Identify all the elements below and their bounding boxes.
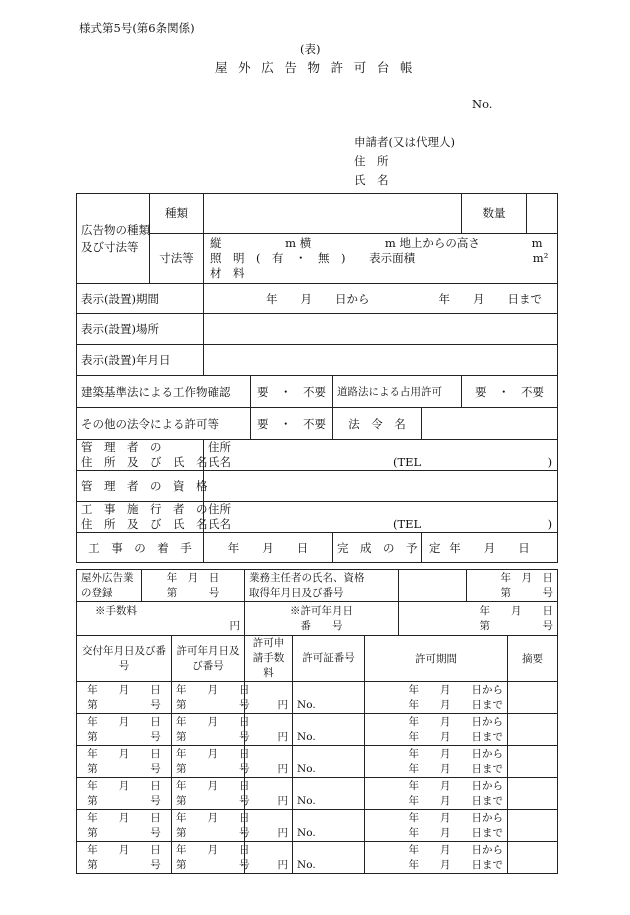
history-issue-cell[interactable]: 年 月 日 第 号 [77, 714, 172, 746]
history-permit-cell[interactable]: 年 月 日 第 号 [172, 810, 245, 842]
chief-date-number[interactable]: 年 月 日 第 号 [467, 570, 558, 602]
contractor-name-label: 氏名 [208, 517, 231, 531]
history-remarks-cell[interactable] [508, 778, 558, 810]
history-row [77, 810, 558, 842]
vertical-label: 縦 [210, 236, 222, 250]
date-field[interactable] [204, 345, 558, 376]
manager-qualification-field[interactable] [204, 471, 558, 502]
other-law-options[interactable]: 要 ・ 不要 [251, 408, 333, 440]
history-permit-cell[interactable]: 年 月 日 第 号 [172, 746, 245, 778]
construction-start-label: 工 事 の 着 手 [77, 533, 204, 563]
period-label: 表示(設置)期間 [77, 284, 204, 314]
completion-label: 完 成 の 予 定 [333, 533, 422, 563]
registration-field[interactable]: 年 月 日 第 号 [142, 570, 245, 602]
ad-type-label: 種類 [150, 194, 204, 234]
ad-type-size-label: 広告物の種類及び寸法等 [77, 194, 150, 284]
ad-dimension-label: 寸法等 [150, 234, 204, 284]
building-check-label: 建築基準法による工作物確認 [77, 376, 251, 408]
history-period-cell[interactable]: 年 月 日から 年 月 日まで [365, 842, 508, 874]
history-issue-cell[interactable]: 年 月 日 第 号 [77, 682, 172, 714]
history-period-cell[interactable]: 年 月 日から 年 月 日まで [365, 778, 508, 810]
history-fee-cell[interactable]: 円 [245, 746, 293, 778]
history-remarks-cell[interactable] [508, 842, 558, 874]
manager-qualification-label: 管 理 者 の 資 格 [77, 471, 204, 502]
ad-dimension-field[interactable] [204, 234, 558, 284]
construction-start-field[interactable]: 年 月 日 [204, 533, 333, 563]
history-row [77, 842, 558, 874]
ad-count-label: 数量 [462, 194, 527, 234]
ad-count-field[interactable] [527, 194, 558, 234]
page-title: 屋外広告物許可台帳 [215, 60, 424, 75]
ad-type-field[interactable] [204, 194, 462, 234]
manager-address-name-label: 管 理 者 の 住 所 及 び 氏 名 [77, 440, 204, 471]
history-cert-cell[interactable]: No. [293, 778, 365, 810]
building-check-options[interactable]: 要 ・ 不要 [251, 376, 333, 408]
contractor-addr-label: 住所 [208, 502, 231, 516]
contractor-address-name-field[interactable] [204, 502, 558, 533]
applicant-address-label: 住 所 [354, 154, 389, 168]
history-cert-cell[interactable]: No. [293, 682, 365, 714]
history-issue-cell[interactable]: 年 月 日 第 号 [77, 746, 172, 778]
chief-field[interactable] [399, 570, 467, 602]
history-header-issue: 交付年月日及び番号 [77, 636, 172, 682]
unit-m-3: m [531, 236, 543, 250]
place-field[interactable] [204, 314, 558, 345]
history-permit-cell[interactable]: 年 月 日 第 号 [172, 714, 245, 746]
lower-table [76, 569, 558, 874]
applicant-name-label: 氏 名 [354, 173, 389, 187]
display-area-label: 表示面積 [369, 251, 416, 265]
date-label: 表示(設置)年月日 [77, 345, 204, 376]
history-issue-cell[interactable]: 年 月 日 第 号 [77, 842, 172, 874]
history-period-cell[interactable]: 年 月 日から 年 月 日まで [365, 714, 508, 746]
no-label: No. [472, 97, 493, 111]
history-issue-cell[interactable]: 年 月 日 第 号 [77, 810, 172, 842]
history-row [77, 714, 558, 746]
unit-m2: m² [532, 251, 549, 265]
history-header-fee: 許可申請手数料 [245, 636, 293, 682]
history-header-period: 許可期間 [365, 636, 508, 682]
permit-date-field[interactable]: 年 月 日 第 号 [399, 602, 558, 636]
history-cert-cell[interactable]: No. [293, 842, 365, 874]
applicant-label: 申請者(又は代理人) [354, 135, 455, 149]
history-cert-cell[interactable]: No. [293, 746, 365, 778]
history-period-cell[interactable]: 年 月 日から 年 月 日まで [365, 746, 508, 778]
law-name-field[interactable] [422, 408, 558, 440]
history-fee-cell[interactable]: 円 [245, 810, 293, 842]
history-fee-cell[interactable]: 円 [245, 842, 293, 874]
history-remarks-cell[interactable] [508, 746, 558, 778]
form-number: 様式第5号(第6条関係) [79, 21, 195, 35]
history-remarks-cell[interactable] [508, 810, 558, 842]
history-fee-cell[interactable]: 円 [245, 778, 293, 810]
history-permit-cell[interactable]: 年 月 日 第 号 [172, 682, 245, 714]
manager-addr-label: 住所 [208, 440, 231, 454]
table-label: (表) [300, 42, 321, 56]
registration-label: 屋外広告業の登録 [77, 570, 142, 602]
height-label: 地上からの高さ [399, 236, 480, 250]
completion-field[interactable]: 年 月 日 [422, 533, 558, 563]
history-header-remarks: 摘要 [508, 636, 558, 682]
history-period-cell[interactable]: 年 月 日から 年 月 日まで [365, 682, 508, 714]
law-name-label: 法 令 名 [333, 408, 422, 440]
contractor-address-name-label: 工 事 施 行 者 の 住 所 及 び 氏 名 [77, 502, 204, 533]
unit-m-2: m [384, 236, 396, 250]
history-row [77, 682, 558, 714]
history-cert-cell[interactable]: No. [293, 810, 365, 842]
manager-address-name-field[interactable] [204, 440, 558, 471]
manager-name-label: 氏名 [208, 455, 231, 469]
history-permit-cell[interactable]: 年 月 日 第 号 [172, 842, 245, 874]
history-fee-cell[interactable]: 円 [245, 714, 293, 746]
unit-m-1: m [285, 236, 297, 250]
history-permit-cell[interactable]: 年 月 日 第 号 [172, 778, 245, 810]
contractor-tel: (TEL ) [393, 517, 553, 531]
history-row [77, 778, 558, 810]
road-permit-label: 道路法による占用許可 [333, 376, 462, 408]
ledger-table [76, 193, 558, 563]
history-header-permit: 許可年月日及び番号 [172, 636, 245, 682]
history-period-cell[interactable]: 年 月 日から 年 月 日まで [365, 810, 508, 842]
fee-cell[interactable]: ※手数料 円 [77, 602, 245, 636]
history-remarks-cell[interactable] [508, 714, 558, 746]
history-issue-cell[interactable]: 年 月 日 第 号 [77, 778, 172, 810]
history-header-cert: 許可証番号 [293, 636, 365, 682]
horizontal-label: 横 [299, 236, 312, 250]
manager-tel: (TEL ) [393, 455, 553, 469]
material-label: 材 料 [210, 266, 245, 280]
other-law-label: その他の法令による許可等 [77, 408, 251, 440]
lighting-label: 照 明 ( 有 ・ 無 ) [210, 251, 346, 265]
history-fee-cell[interactable]: 円 [245, 682, 293, 714]
period-field[interactable]: 年 月 日から 年 月 日まで [204, 284, 558, 314]
permit-date-label: ※許可年月日 番 号 [245, 602, 399, 636]
history-cert-cell[interactable]: No. [293, 714, 365, 746]
road-permit-options[interactable]: 要 ・ 不要 [462, 376, 558, 408]
history-row [77, 746, 558, 778]
history-remarks-cell[interactable] [508, 682, 558, 714]
chief-label: 業務主任者の氏名、資格 取得年月日及び番号 [245, 570, 399, 602]
place-label: 表示(設置)場所 [77, 314, 204, 345]
